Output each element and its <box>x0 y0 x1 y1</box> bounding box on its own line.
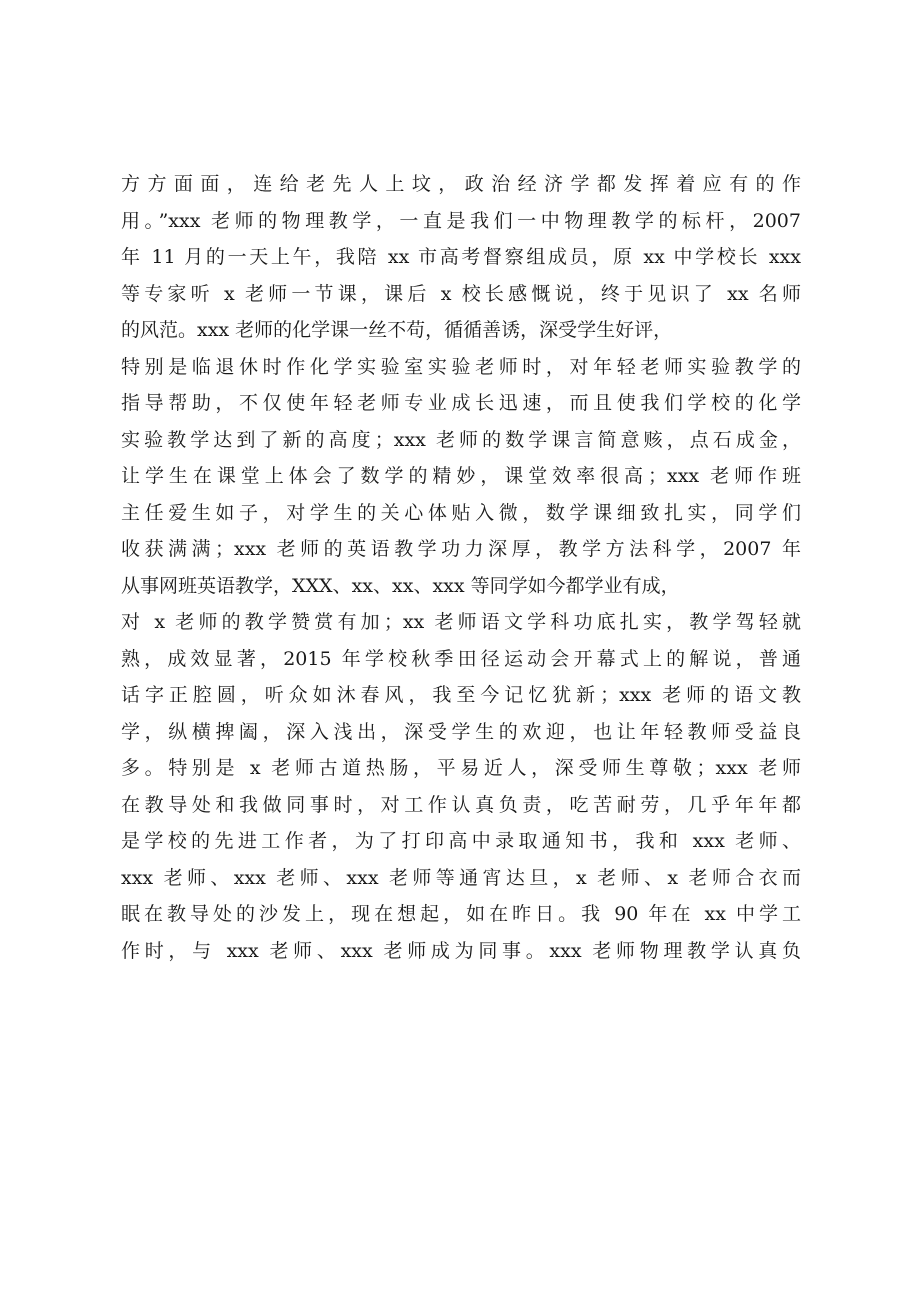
text-line: 用。”xxx 老师的物理教学，一直是我们一中物理教学的标杆，2007 <box>121 209 801 232</box>
text-line: 指导帮助，不仅使年轻老师专业成长迅速，而且使我们学校的化学 <box>121 392 801 414</box>
text-line: 让学生在课堂上体会了数学的精妙，课堂效率很高；xxx 老师作班 <box>121 465 801 487</box>
text-line: 学，纵横捭阖，深入浅出，深受学生的欢迎，也让年轻教师受益良 <box>121 720 801 743</box>
text-line: 等专家听 x 老师一节课，课后 x 校长感慨说，终于见识了 xx 名师 <box>121 282 801 305</box>
body-paragraph <box>121 166 801 969</box>
text-line: 实验教学达到了新的高度；xxx 老师的数学课言简意赅，点石成金， <box>121 428 801 451</box>
text-line: 主任爱生如子，对学生的关心体贴入微，数学课细致扎实，同学们 <box>121 501 801 524</box>
text-line: 是学校的先进工作者，为了打印高中录取通知书，我和 xxx 老师、 <box>121 830 801 852</box>
text-line: 特别是临退休时作化学实验室实验老师时，对年轻老师实验教学的 <box>121 355 801 378</box>
text-line: 年 11 月的一天上午，我陪 xx 市高考督察组成员，原 xx 中学校长 xxx <box>121 246 801 268</box>
text-line: 眠在教导处的沙发上，现在想起，如在昨日。我 90 年在 xx 中学工 <box>121 903 801 925</box>
text-line: 方方面面，连给老先人上坟，政治经济学都发挥着应有的作 <box>121 173 801 195</box>
text-line: 的风范。xxx 老师的化学课一丝不苟，循循善诱，深受学生好评， <box>121 319 673 341</box>
text-line: 从事网班英语教学，XXX、xx、xx、xxx 等同学如今都学业有成， <box>121 574 680 597</box>
text-line: 话字正腔圆，听众如沐春风，我至今记忆犹新；xxx 老师的语文教 <box>121 684 801 706</box>
text-line: 多。特别是 x 老师古道热肠，平易近人，深受师生尊敬；xxx 老师 <box>121 757 801 779</box>
text-line: xxx 老师、xxx 老师、xxx 老师等通宵达旦，x 老师、x 老师合衣而 <box>121 866 801 889</box>
text-line: 收获满满；xxx 老师的英语教学功力深厚，教学方法科学，2007 年 <box>121 538 801 560</box>
text-line: 作时，与 xxx 老师、xxx 老师成为同事。xxx 老师物理教学认真负 <box>121 939 801 962</box>
text-line: 对 x 老师的教学赞赏有加；xx 老师语文学科功底扎实，教学驾轻就 <box>121 611 801 633</box>
text-line: 熟，成效显著，2015 年学校秋季田径运动会开幕式上的解说，普通 <box>121 647 801 670</box>
text-line: 在教导处和我做同事时，对工作认真负责，吃苦耐劳，几乎年年都 <box>121 793 801 816</box>
